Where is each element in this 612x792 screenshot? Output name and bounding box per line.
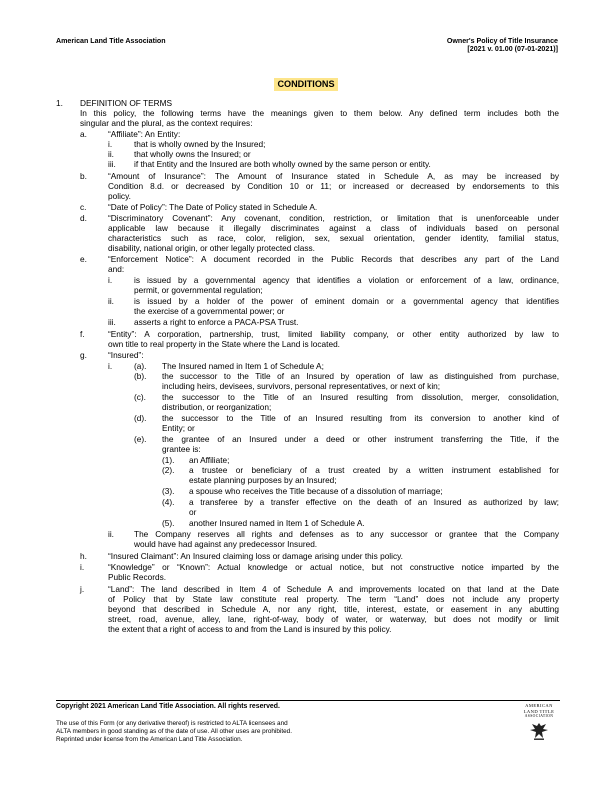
insured-b-line1: the successor to the Title of an Insured by operation of law as distinguished from purchase, xyxy=(162,371,559,381)
affiliate-iii: if that Entity and the Insured are both wholly owned by the same person or entity. xyxy=(134,159,431,169)
sub-label: (c). xyxy=(134,392,146,402)
insured-e-line1: the grantee of an Insured under a deed or other instrument transferring the Title, if the xyxy=(162,434,559,444)
item-label-j: j. xyxy=(80,584,85,594)
insured-c-line2: distribution, or reorganization; xyxy=(162,402,272,412)
definition-land-line1: “Land”: The land described in Item 4 of Schedule A and improvements located on that land at the Date xyxy=(108,584,559,594)
definition-amount-line3: policy. xyxy=(108,191,131,201)
item-label-g: g. xyxy=(80,350,87,360)
sub-label: (3). xyxy=(162,486,175,496)
grantee-2-line1: a trustee or beneficiary of a trust created by a written instrument established for xyxy=(189,465,559,475)
page-header-org: American Land Title Association xyxy=(56,37,166,45)
definition-knowledge-line2: Public Records. xyxy=(108,572,167,582)
enforcement-ii-line1: is issued by a holder of the power of eminent domain or a governmental agency that identifies xyxy=(134,296,559,306)
logo-line1: AMERICAN xyxy=(525,703,553,708)
definition-land-line5: the extent that a right of access to and from the Land is insured by this policy. xyxy=(108,624,392,634)
grantee-4-line1: a transferee by a transfer effective on the death of an Insured as authorized by law; xyxy=(189,497,559,507)
license-notice xyxy=(56,720,376,743)
section-intro-line2: singular and the plural, as the context requires: xyxy=(80,118,253,128)
item-label-c: c. xyxy=(80,202,87,212)
definition-land-line3: beyond that described in Schedule A, nor any right, title, interest, estate, or easement in any abutting xyxy=(108,604,559,614)
alta-logo xyxy=(517,703,561,745)
insured-e-line2: grantee is: xyxy=(162,444,201,454)
sub-label: ii. xyxy=(108,296,114,306)
grantee-3: a spouse who receives the Title because of a dissolution of marriage; xyxy=(189,486,443,496)
grantee-1: an Affiliate; xyxy=(189,455,230,465)
section-intro-line1: In this policy, the following terms have the meanings given to them below. Any defined term includes both the xyxy=(80,108,559,118)
item-label-a: a. xyxy=(80,129,87,139)
affiliate-ii: that wholly owns the Insured; or xyxy=(134,149,251,159)
enforcement-i-line2: permit, or governmental regulation; xyxy=(134,285,263,295)
item-label-i: i. xyxy=(80,562,85,572)
grantee-2-line2: estate planning purposes by an Insured; xyxy=(189,475,337,485)
logo-line3: ASSOCIATION xyxy=(524,714,554,719)
eagle-icon xyxy=(528,721,550,741)
section-heading: DEFINITION OF TERMS xyxy=(80,98,173,108)
definition-knowledge-line1: “Knowledge” or “Known”: Actual knowledge or actual notice, but not constructive notice imparted by the xyxy=(108,562,559,572)
definition-date-of-policy: “Date of Policy”: The Date of Policy stated in Schedule A. xyxy=(108,202,318,212)
definition-discriminatory-line1: “Discriminatory Covenant”: Any covenant, condition, restriction, or limitation that is unenforceable under xyxy=(108,213,559,223)
affiliate-i: that is wholly owned by the Insured; xyxy=(134,139,266,149)
sub-label: i. xyxy=(108,139,113,149)
sub-label: (e). xyxy=(134,434,147,444)
insured-d-line2: Entity; or xyxy=(162,423,195,433)
definition-enforcement-line2: and: xyxy=(108,264,125,274)
definition-enforcement-line1: “Enforcement Notice”: A document recorded in the Public Records that describes any part of the Land xyxy=(108,254,559,264)
enforcement-ii-line2: the exercise of a governmental power; or xyxy=(134,306,285,316)
sub-label: (1). xyxy=(162,455,175,465)
footer-divider xyxy=(56,700,560,701)
definition-affiliate: “Affiliate”: An Entity: xyxy=(108,129,181,139)
form-title: Owner's Policy of Title Insurance xyxy=(446,37,558,45)
sub-label: ii. xyxy=(108,149,114,159)
form-version: [2021 v. 01.00 (07-01-2021)] xyxy=(467,45,558,54)
enforcement-i-line1: is issued by a governmental agency that identifies a violation or enforcement of a law, ordinance, xyxy=(134,275,559,285)
section-number: 1. xyxy=(56,98,63,108)
definition-entity-line2: own title to real property in the State where the Land is located. xyxy=(108,339,340,349)
insured-ii-line2: would have had against any predecessor Insured. xyxy=(134,539,318,549)
grantee-5: another Insured named in Item 1 of Schedule A. xyxy=(189,518,365,528)
definition-discriminatory-line3: characteristics such as race, color, religion, sex, sexual orientation, gender identity, familial status, xyxy=(108,233,559,243)
insured-ii-line1: The Company reserves all rights and defenses as to any successor or grantee that the Company xyxy=(134,529,559,539)
item-label-f: f. xyxy=(80,329,85,339)
insured-d-line1: the successor to the Title of an Insured resulting from its conversion to another kind of xyxy=(162,413,559,423)
definition-land-line4: street, road, avenue, alley, lane, right-of-way, body of water, or waterway, but does not modify or limit xyxy=(108,614,559,624)
definition-discriminatory-line2: applicable law because it illegally discriminates against a class of individuals based on personal xyxy=(108,223,559,233)
item-label-e: e. xyxy=(80,254,87,264)
definition-discriminatory-line4: disability, national origin, or other legally protected class. xyxy=(108,243,315,253)
sub-label: i. xyxy=(108,275,113,285)
sub-label: (b). xyxy=(134,371,147,381)
copyright: Copyright 2021 American Land Title Association. All rights reserved. xyxy=(56,703,280,710)
definition-amount-line2: Condition 8.d. or decreased by Condition 10 or 11; or increased or decreased by endorsements to this xyxy=(108,181,559,191)
sub-label: ii. xyxy=(108,529,114,539)
insured-a: The Insured named in Item 1 of Schedule A; xyxy=(162,361,324,371)
item-label-d: d. xyxy=(80,213,87,223)
definition-insured-claimant: “Insured Claimant”: An Insured claiming loss or damage arising under this policy. xyxy=(108,551,403,561)
sub-label: iii. xyxy=(108,317,116,327)
definition-entity-line1: “Entity”: A corporation, partnership, trust, limited liability company, or other entity authorized by law to xyxy=(108,329,559,339)
item-label-b: b. xyxy=(80,171,87,181)
sub-label: (5). xyxy=(162,518,175,528)
sub-label: (2). xyxy=(162,465,175,475)
sub-label: i. xyxy=(108,361,113,371)
page-title: CONDITIONS xyxy=(274,78,337,91)
license-notice-line1: The use of this Form (or any derivative thereof) is restricted to ALTA licensees and xyxy=(56,720,288,727)
license-notice-line2: ALTA members in good standing as of the date of use. All other uses are prohibited. xyxy=(56,727,293,735)
insured-b-line2: including heirs, devisees, survivors, personal representatives, or next of kin; xyxy=(162,381,441,391)
enforcement-iii: asserts a right to enforce a PACA-PSA Trust. xyxy=(134,317,299,327)
grantee-4-line2: or xyxy=(189,507,197,517)
definition-land-line2: of Policy that by State law constitute real property. The term “Land” does not include any property xyxy=(108,594,559,604)
insured-c-line1: the successor to the Title of an Insured resulting from dissolution, merger, consolidation, xyxy=(162,392,559,402)
definition-insured: “Insured”: xyxy=(108,350,144,360)
sub-label: (4). xyxy=(162,497,175,507)
definition-amount-line1: “Amount of Insurance”: The Amount of Insurance stated in Schedule A, as may be increased by xyxy=(108,171,559,181)
item-label-h: h. xyxy=(80,551,87,561)
sub-label: (a). xyxy=(134,361,147,371)
sub-label: (d). xyxy=(134,413,147,423)
logo-line2: LAND TITLE xyxy=(523,708,555,714)
license-notice-line3: Reprinted under license from the American Land Title Association. xyxy=(56,735,243,743)
sub-label: iii. xyxy=(108,159,116,169)
